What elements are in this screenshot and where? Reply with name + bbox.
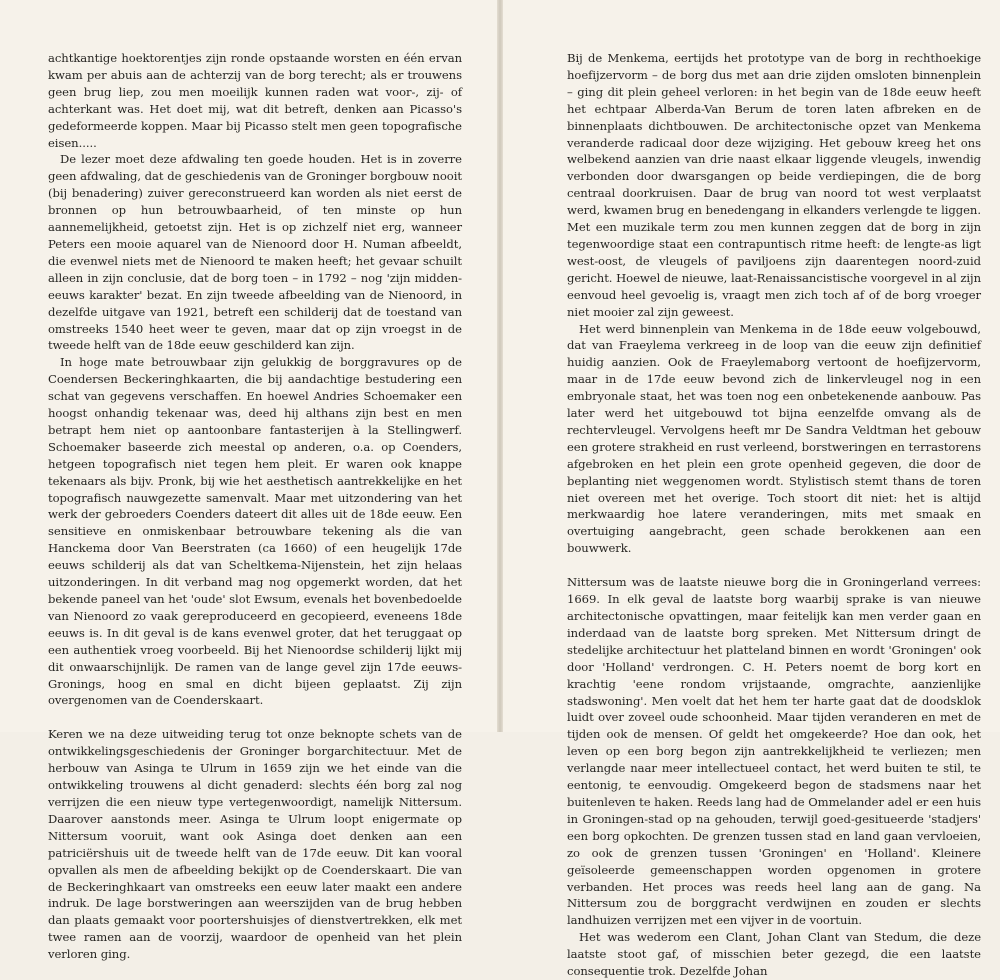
- left-text-column: [48, 50, 462, 963]
- right-page: [503, 0, 1000, 979]
- right-text-column: [567, 50, 981, 980]
- paragraph: achtkantige hoektorentjes zijn ronde opstaande worsten en één ervan kwam per abuis aan de achterzij van de borg terecht; als er trouwens geen brug liep, zou men moeilijk kunnen raden wat voor-, zij- of achterkant was. Het doet mij, wat dit betreft, denken aan Picasso's gedeformeerde koppen. Maar bij Picasso stelt men geen topografische eisen.....: [48, 51, 462, 150]
- paragraph: De lezer moet deze afdwaling ten goede houden. Het is in zoverre geen afdwaling, dat de geschiedenis van de Groninger borgbouw nooit (bij benadering) zuiver gereconstrueerd kan worden als niet eerst de bronnen op hun betrouwbaarheid, of ten minste op hun aannemelijkheid, getoetst zijn. Het is op zichzelf niet erg, wanneer Peters een mooie aquarel van de Nienoord door H. Numan afbeeldt, die evenwel niets met de Nienoord te maken heeft; het gevaar schuilt alleen in zijn conclusie, dat de borg toen – in 1792 – nog 'zijn midden-eeuws karakter' bezat. En zijn tweede afbeelding van de Nienoord, in dezelfde uitgave van 1921, betreft een schilderij dat de toestand van omstreeks 1540 heet weer te geven, maar dat op zijn vroegst in de tweede helft van de 18de eeuw geschilderd kan zijn.: [48, 152, 462, 353]
- left-page: [0, 0, 497, 962]
- paragraph: In hoge mate betrouwbaar zijn gelukkig de borggravures op de Coendersen Beckeringhkaarten, die bij aandachtige bestudering een schat van gegevens verschaffen. En hoewel Andries Schoemaker een hoogst onhandig tekenaar was, deed hij althans zijn best en men betrapt hem niet op aantoonbare fantasterijen à la Stellingwerf. Schoemaker baseerde zich meestal op anderen, o.a. op Coenders, hetgeen topografisch niet tegen hem pleit. Er waren ook knappe tekenaars als bijv. Pronk, bij wie het aesthetisch aantrekkelijke en het topografisch nauwgezette samenvalt. Maar met uitzondering van het werk der gebroeders Coenders dateert dit alles uit de 18de eeuw. Een sensitieve en onmiskenbaar betrouwbare tekening als die van Hanckema door Van Beerstraten (ca 1660) of een heugelijk 17de eeuws schilderij als dat van Scheltkema-Nijenstein, het zijn helaas uitzonderingen. In dit verband mag nog opgemerkt worden, dat het bekende paneel van het 'oude' slot Ewsum, evenals het bovenbedoelde van Nienoord zo vaak gereproduceerd en gecopieerd, eveneens 18de eeuws is. In dit geval is de kans evenwel groter, dat het teruggaat op een authentiek vroeg voorbeeld. Bij het Nienoordse schilderij lijkt mij dit onwaarschijnlijk. De ramen van de lange gevel zijn 17de eeuws-Gronings, hoog en smal en dicht bijeen geplaatst. Zij zijn overgenomen van de Coenderskaart.: [48, 355, 462, 708]
- paragraph: Nittersum was de laatste nieuwe borg die in Groningerland verrees: 1669. In elk geval de laatste borg waarbij sprake is van nieuwe architectonische opvattingen, maar feitelijk kan men verder gaan en inderdaad van de laatste borg spreken. Met Nittersum dringt de stedelijke architectuur het platteland binnen en wordt 'Groningen' ook door 'Holland' verdrongen. C. H. Peters noemt de borg kort en krachtig 'eene rondom vrijstaande, omgrachte, aanzienlijke stadswoning'. Men voelt dat het hem ter harte gaat dat de doodsklok luidt over zoveel oude schoonheid. Maar tijden veranderen en met de tijden ook de mensen. Of geldt het omgekeerde? Hoe dan ook, het leven op een borg begon zijn aantrekkelijkheid te verliezen; men verlangde naar meer intellectueel contact, het werd buiten te stil, te eentonig, te eenvoudig. Omgekeerd begon de stadsmens naar het buitenleven te haken. Reeds lang had de Ommelander adel er een huis in Groningen-stad op na gehouden, terwijl goed-gesitueerde 'stadjers' een borg opkochten. De grenzen tussen stad en land gaan vervloeien, zo ook de grenzen tussen 'Groningen' en 'Holland'. Kleinere geïsoleerde gemeenschappen worden opgenomen in grotere verbanden. Het proces was reeds heel lang aan de gang. Na Nittersum zou de borggracht verdwijnen en zouden er slechts landhuizen verrijzen met een vijver in de voortuin.: [567, 575, 981, 928]
- paragraph: Bij de Menkema, eertijds het prototype van de borg in rechthoekige hoefijzervorm – de borg dus met aan drie zijden omsloten binnenplein – ging dit plein geheel verloren: in het begin van de 18de eeuw heeft het echtpaar Alberda-Van Berum de toren laten afbreken en de binnenplaats dichtbouwen. De architectonische opzet van Menkema veranderde radicaal door deze wijziging. Het gebouw kreeg het ons welbekend aanzien van drie naast elkaar liggende vleugels, inwendig verbonden door dwarsgangen op beide verdiepingen, die de borg centraal doorkruisen. Daar de brug van noord tot west verplaatst werd, kwamen brug en benedengang in elkanders verlengde te liggen. Met een muzikale term zou men kunnen zeggen dat de borg in zijn tegenwoordige staat een contrapuntisch ritme heeft: de lengte-as ligt west-oost, de vleugels of paviljoens zijn daarentegen noord-zuid gericht. Hoewel de nieuwe, laat-Renaissancistische voorgevel in al zijn eenvoud heel gevoelig is, vraagt men zich toch af of de borg vroeger niet mooier zal zijn geweest.: [567, 51, 981, 319]
- paragraph: Het was wederom een Clant, Johan Clant van Stedum, die deze laatste stoot gaf, of misschien beter gezegd, die een laatste consequentie trok. Dezelfde Johan: [567, 930, 981, 979]
- paragraph: Keren we na deze uitweiding terug tot onze beknopte schets van de ontwikkelingsgeschiedenis der Groninger borgarchitectuur. Met de herbouw van Asinga te Ulrum in 1659 zijn we het einde van die ontwikkeling trouwens al dicht genaderd: slechts één borg zal nog verrijzen die een nieuw type vertegenwoordigt, namelijk Nittersum. Daarover aanstonds meer. Asinga te Ulrum loopt enigermate op Nittersum vooruit, want ook Asinga doet denken aan een patriciërshuis uit de tweede helft van de 17de eeuw. Dit kan vooral opvallen als men de afbeelding bekijkt op de Coenderskaart. Die van de Beckeringhkaart van omstreeks een eeuw later maakt een andere indruk. De lage borstweringen aan weerszijden van de brug hebben dan plaats gemaakt voor poortershuisjes of dienstvertrekken, elk met twee ramen aan de voorzij, waardoor de openheid van het plein verloren ging.: [48, 727, 462, 962]
- paragraph: Het werd binnenplein van Menkema in de 18de eeuw volgebouwd, dat van Fraeylema verkreeg in de loop van die eeuw zijn definitief huidig aanzien. Ook de Fraeylemaborg vertoont de hoefijzervorm, maar in de 17de eeuw bevond zich de linkervleugel nog in een embryonale staat, het was toen nog een onbetekenende aanbouw. Pas later werd het uitgebouwd tot bijna eenzelfde omvang als de rechtervleugel. Vervolgens heeft mr De Sandra Veldtman het gebouw een grotere strakheid en rust verleend, borstweringen en terrastorens afgebroken en het plein een grote openheid gegeven, die door de beplanting niet weggenomen wordt. Stylistisch stemt thans de toren niet overeen met het overige. Toch stoort dit niet: het is altijd merkwaardig hoe latere veranderingen, mits met smaak en overtuiging aangebracht, geen schade berokkenen aan een bouwwerk.: [567, 321, 981, 556]
